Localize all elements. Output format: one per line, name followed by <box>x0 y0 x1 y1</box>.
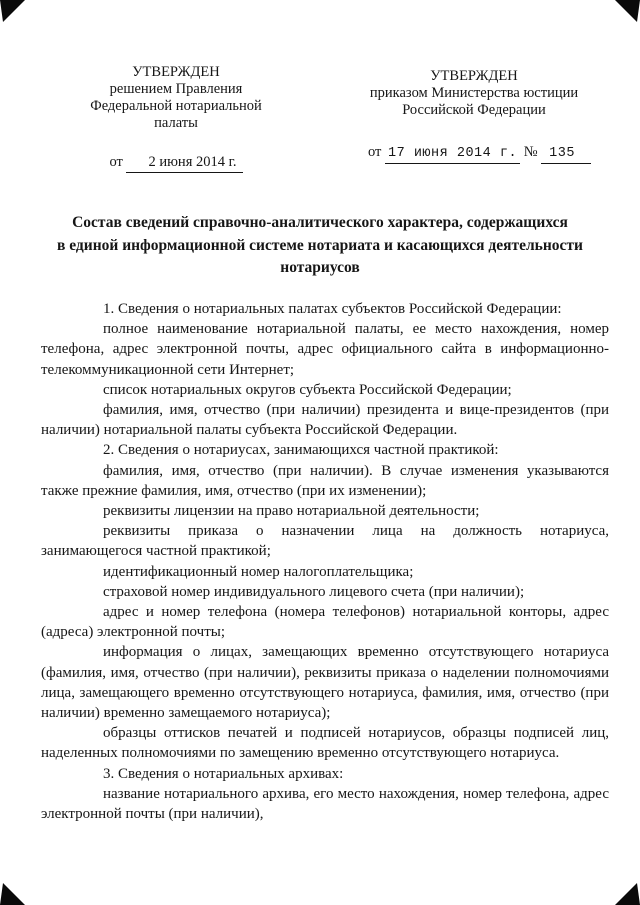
body-paragraph: название нотариального архива, его место нахождения, номер телефона, адрес электронной почты (при наличии), <box>41 785 609 823</box>
document-title-line: в единой информационной системе нотариата и касающихся деятельности <box>57 236 583 254</box>
approval-date-line <box>88 154 264 173</box>
document-title-line: Состав сведений справочно-аналитического характера, содержащихся <box>72 214 568 231</box>
document-title <box>40 212 600 280</box>
document-title-line: нотариусов <box>280 259 360 277</box>
body-paragraph: реквизиты приказа о назначении лица на должность нотариуса, занимающегося частной практикой; <box>41 523 609 560</box>
scan-corner-mark-top-right <box>615 0 640 25</box>
body-paragraph: реквизиты лицензии на право нотариальной деятельности; <box>103 503 480 520</box>
body-paragraph: полное наименование нотариальной палаты, ее место нахождения, номер телефона, адрес электронной почты, адрес официального сайта в информационно-телекоммуникационной сети Интернет; <box>41 321 609 378</box>
date-value: 2 июня 2014 г. <box>148 154 237 170</box>
scan-corner-mark-bottom-left <box>0 880 25 905</box>
body-paragraph: информация о лицах, замещающих временно отсутствующего нотариуса (фамилия, имя, отчество (при наличии), реквизиты приказа о наделении полномочиями лица, замещающего временно отсутствующего нотариуса, фамилия, имя, отчество (при наличии) временно замещаемого нотариуса); <box>41 644 609 722</box>
body-paragraph: фамилия, имя, отчество (при наличии) президента и вице-президентов (при наличии) нотариальной палаты субъекта Российской Федерации. <box>41 402 609 439</box>
body-paragraph: 3. Сведения о нотариальных архивах: <box>103 765 344 782</box>
date-prefix: от <box>109 154 123 170</box>
approval-source-line: решением Правления <box>109 81 243 97</box>
approval-status: УТВЕРЖДЕН <box>132 64 220 80</box>
approval-status: УТВЕРЖДЕН <box>430 68 518 84</box>
approval-source-line: приказом Министерства юстиции <box>369 85 579 101</box>
document-body <box>41 299 609 824</box>
approval-source-line: палаты <box>154 115 198 131</box>
scan-corner-mark-bottom-right <box>615 880 640 905</box>
number-sign: № <box>523 144 538 160</box>
body-paragraph: 2. Сведения о нотариусах, занимающихся частной практикой: <box>103 442 499 459</box>
approval-source-line: Федеральной нотариальной <box>90 98 262 114</box>
number-value: 135 <box>549 146 575 161</box>
number-underline <box>541 144 591 164</box>
body-paragraph: фамилия, имя, отчество (при наличии). В случае изменения указываются также прежние фамилия, имя, отчество (при их изменении); <box>41 462 609 499</box>
date-underline <box>385 144 520 164</box>
date-value: 17 июня 2014 г. <box>388 146 518 161</box>
date-prefix: от <box>368 144 382 160</box>
body-paragraph: образцы оттисков печатей и подписей нотариусов, образцы подписей лиц, наделенных полномочиями по замещению временно отсутствующего нотариуса. <box>41 725 609 762</box>
body-paragraph: список нотариальных округов субъекта Российской Федерации; <box>103 381 512 398</box>
date-underline <box>126 154 242 173</box>
approval-date-line <box>368 144 580 164</box>
body-paragraph: 1. Сведения о нотариальных палатах субъектов Российской Федерации: <box>103 301 562 317</box>
body-paragraph: идентификационный номер налогоплательщика; <box>103 563 414 580</box>
scan-corner-mark-top-left <box>0 0 25 25</box>
approval-block-minjust <box>368 68 580 164</box>
approval-block-fnp <box>88 64 264 173</box>
approval-source-line: Российской Федерации <box>402 102 546 118</box>
body-paragraph: страховой номер индивидуального лицевого счета (при наличии); <box>103 583 525 600</box>
body-paragraph: адрес и номер телефона (номера телефонов) нотариальной конторы, адрес (адреса) электронной почты; <box>41 604 609 641</box>
